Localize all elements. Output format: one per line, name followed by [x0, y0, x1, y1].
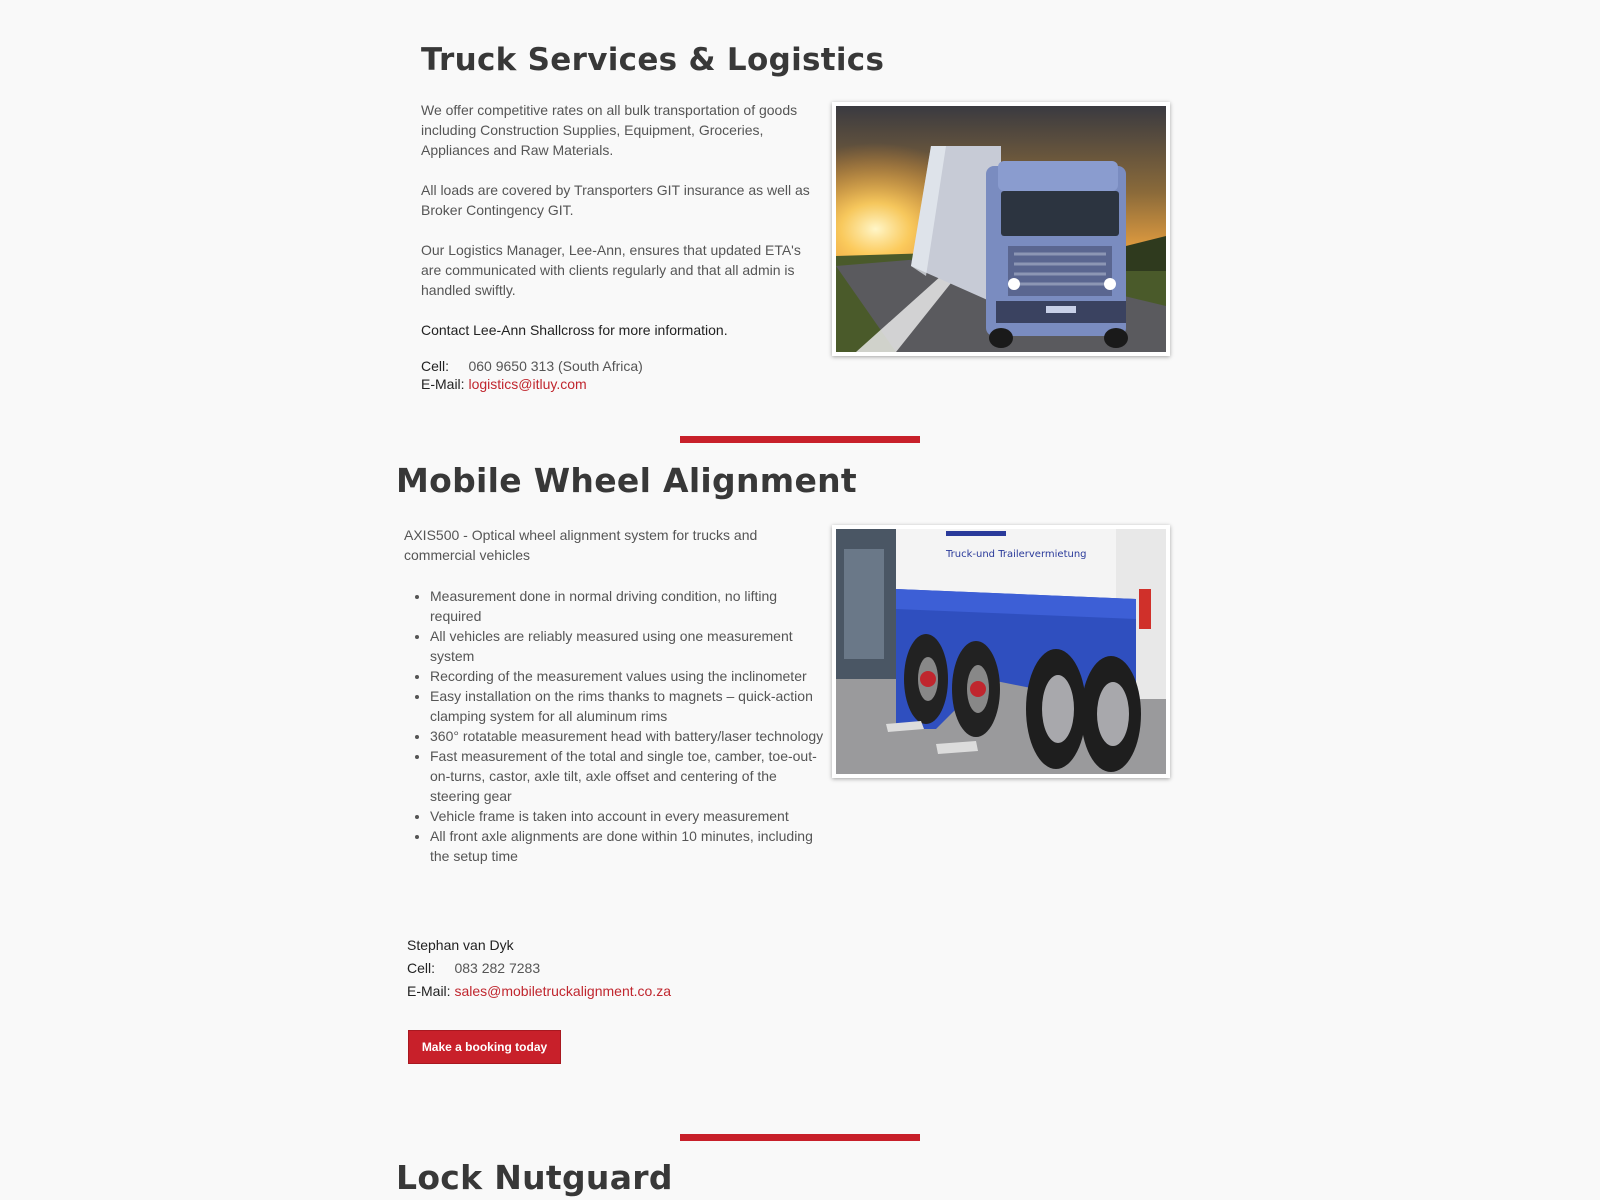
list-item: • Measurement done in normal driving condition, no lifting required	[430, 586, 830, 626]
alignment-email-link[interactable]: sales@mobiletruckalignment.co.za	[454, 983, 671, 999]
email-label: E-Mail:	[421, 376, 465, 392]
logistics-email-link[interactable]: logistics@itluy.com	[468, 376, 587, 392]
section-divider	[680, 1134, 920, 1141]
list-item: • 360° rotatable measurement head with battery/laser technology	[430, 726, 830, 746]
cell-label: Cell:	[407, 960, 436, 976]
alignment-contact-name: Stephan van Dyk	[407, 937, 514, 953]
cell-value: 060 9650 313 (South Africa)	[468, 358, 643, 374]
list-item: • All front axle alignments are done within 10 minutes, including the setup time	[430, 826, 830, 866]
alignment-cell-line	[407, 959, 540, 977]
logistics-cell-line	[421, 357, 643, 375]
logistics-para-1: We offer competitive rates on all bulk transportation of goods including Construction Supplies, Equipment, Groceries, Appliances and Raw Materials.	[421, 102, 798, 158]
wheel-alignment-image	[836, 529, 1166, 774]
alignment-intro: AXIS500 - Optical wheel alignment system for trucks and commercial vehicles	[404, 527, 758, 563]
logistics-para-2: All loads are covered by Transporters GIT insurance as well as Broker Contingency GIT.	[421, 182, 810, 218]
logistics-para-3: Our Logistics Manager, Lee-Ann, ensures that updated ETA's are communicated with clients regularly and that all admin is handled swiftly.	[421, 242, 801, 298]
wheel-alignment-photo	[832, 525, 1170, 778]
cell-label: Cell:	[421, 358, 450, 374]
cell-value: 083 282 7283	[454, 960, 541, 976]
list-item: • Recording of the measurement values using the inclinometer	[430, 666, 830, 686]
list-item: • Vehicle frame is taken into account in every measurement	[430, 806, 830, 826]
email-label: E-Mail:	[407, 983, 451, 999]
nutguard-title: Lock Nutguard	[396, 1158, 673, 1197]
truck-sunset-image	[836, 106, 1166, 352]
logistics-email-line	[421, 375, 587, 393]
logistics-contact-note: Contact Lee-Ann Shallcross for more information.	[421, 322, 728, 338]
list-item: • Fast measurement of the total and single toe, camber, toe-out-on-turns, castor, axle tilt, axle offset and centering of the steering gear	[430, 746, 830, 806]
list-item: • All vehicles are reliably measured using one measurement system	[430, 626, 830, 666]
list-item: • Easy installation on the rims thanks to magnets – quick-action clamping system for all aluminum rims	[430, 686, 830, 726]
make-booking-button[interactable]: Make a booking today	[408, 1030, 561, 1064]
logistics-title: Truck Services & Logistics	[421, 42, 885, 78]
section-divider	[680, 436, 920, 443]
alignment-email-line	[407, 982, 671, 1000]
alignment-title: Mobile Wheel Alignment	[396, 461, 857, 500]
truck-on-road-photo	[832, 102, 1170, 356]
alignment-feature-list	[406, 586, 830, 866]
truck-side-text: Truck-und Trailervermietung	[946, 549, 1087, 560]
